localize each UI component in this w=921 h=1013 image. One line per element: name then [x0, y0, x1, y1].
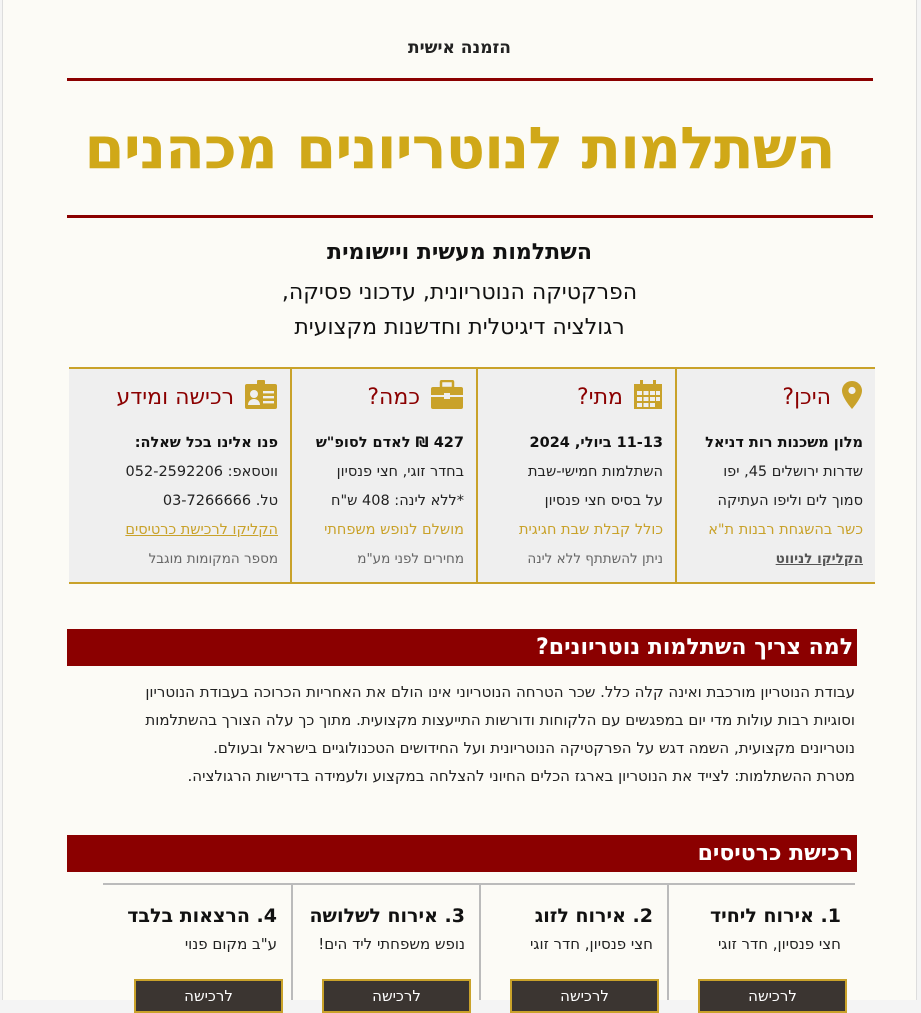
info-where-line: שדרות ירושלים 45, יפו: [723, 464, 863, 480]
ticket-triple: [291, 885, 479, 1005]
ticket-title: 4. הרצאות בלבד: [127, 905, 277, 927]
ticket-subtitle: חצי פנסיון, חדר זוגי: [717, 935, 841, 953]
top-divider: [67, 78, 873, 81]
buy-single-button[interactable]: לרכישה: [698, 979, 847, 1013]
title-divider: [67, 215, 873, 218]
id-card-icon: [244, 380, 278, 414]
buy-triple-button[interactable]: לרכישה: [322, 979, 471, 1013]
info-price-line: בחדר זוגי, חצי פנסיון: [336, 464, 464, 480]
ticket-subtitle: ע"ב מקום פנוי: [184, 935, 277, 953]
why-line: וסוגיות רבות עולות מדי יום במפגשים עם הלקוחות ודורשות התייעצות מקצועית. מתוך כך עלה הצורך בהשתלמות: [145, 711, 855, 729]
info-when: [476, 369, 675, 582]
why-line: עבודת הנוטריון מורכבת ואינה קלה כלל. שכר הטרחה הנוטריוני אינו הולם את האחריות הכרוכה בעבודת הנוטריון: [145, 683, 855, 701]
info-purchase-label: רכישה ומידע: [116, 384, 234, 410]
whatsapp-number: ווטסאפ: 052-2592206: [125, 464, 278, 480]
ticket-couple: [479, 885, 667, 1005]
info-where-line: כשר בהשגחת רבנות ת"א: [708, 522, 863, 538]
ticket-subtitle: נופש משפחתי ליד הים!: [318, 935, 465, 953]
info-when-line: כולל קבלת שבת חגיגית: [519, 522, 663, 538]
ticket-title: 3. אירוח לשלושה: [309, 905, 465, 927]
info-where-line: מלון משכנות רות דניאל: [705, 435, 863, 451]
info-where-label: היכן?: [782, 384, 831, 410]
ticket-lectures: [103, 885, 291, 1005]
ticket-single: [667, 885, 855, 1005]
ticket-title: 2. אירוח לזוג: [534, 905, 653, 927]
map-pin-icon: [841, 380, 863, 414]
calendar-icon: [633, 380, 663, 414]
info-price-line: *ללא לינה: 408 ש"ח: [330, 493, 464, 509]
info-where: [675, 369, 875, 582]
info-price-label: כמה?: [367, 384, 420, 410]
phone-number: טל. 03-7266666: [162, 493, 278, 509]
info-price-note: מחירים לפני מע"מ: [357, 551, 464, 567]
ticket-title: 1. אירוח ליחיד: [709, 905, 841, 927]
subtitle-bold: השתלמות מעשית ויישומית: [327, 240, 592, 265]
info-when-line: השתלמות חמישי-שבת: [528, 464, 663, 480]
info-purchase-note: מספר המקומות מוגבל: [148, 551, 278, 567]
info-purchase: [69, 369, 290, 582]
buy-couple-button[interactable]: לרכישה: [510, 979, 659, 1013]
page-title: השתלמות לנוטריונים מכהנים: [84, 114, 835, 182]
ticket-options: [103, 885, 855, 1005]
info-when-line: על בסיס חצי פנסיון: [544, 493, 663, 509]
why-line: נוטריונים מקצועית, השמה דגש על הפרקטיקה הנוטריונית ועל החידושים הטכנולוגיים בישראל ובעולם.: [213, 739, 855, 757]
info-price-line: 427 ₪ לאדם לסופ"ש: [315, 435, 464, 451]
why-heading: למה צריך השתלמות נוטריונים?: [67, 629, 857, 666]
tickets-heading: רכישת כרטיסים: [67, 835, 857, 872]
buy-tickets-link[interactable]: הקליקו לרכישת כרטיסים: [125, 522, 278, 538]
briefcase-icon: [430, 380, 464, 414]
info-when-line: 11-13 ביולי, 2024: [529, 435, 663, 451]
info-when-label: מתי?: [577, 384, 623, 410]
invitation-page: [2, 0, 917, 1005]
subtitle-line-1: הפרקטיקה הנוטריונית, עדכוני פסיקה,: [281, 280, 638, 305]
info-row: [69, 367, 875, 584]
why-body: [89, 678, 855, 790]
navigate-link[interactable]: הקליקו לניווט: [775, 551, 863, 567]
info-purchase-line: פנו אלינו בכל שאלה:: [134, 435, 278, 451]
info-price: [290, 369, 476, 582]
invite-label: הזמנה אישית: [408, 38, 511, 58]
subtitle-line-2: רגולציה דיגיטלית וחדשנות מקצועית: [294, 315, 625, 340]
buy-lectures-button[interactable]: לרכישה: [134, 979, 283, 1013]
info-when-note: ניתן להשתתף ללא לינה: [527, 551, 663, 567]
ticket-subtitle: חצי פנסיון, חדר זוגי: [529, 935, 653, 953]
info-price-line: מושלם לנופש משפחתי: [324, 522, 464, 538]
why-line: מטרת ההשתלמות: לצייד את הנוטריון בארגז הכלים החיוני להצלחה במקצוע ולעמידה בדרישות הרגולציה.: [187, 767, 855, 785]
info-where-line: סמוך לים וליפו העתיקה: [717, 493, 863, 509]
